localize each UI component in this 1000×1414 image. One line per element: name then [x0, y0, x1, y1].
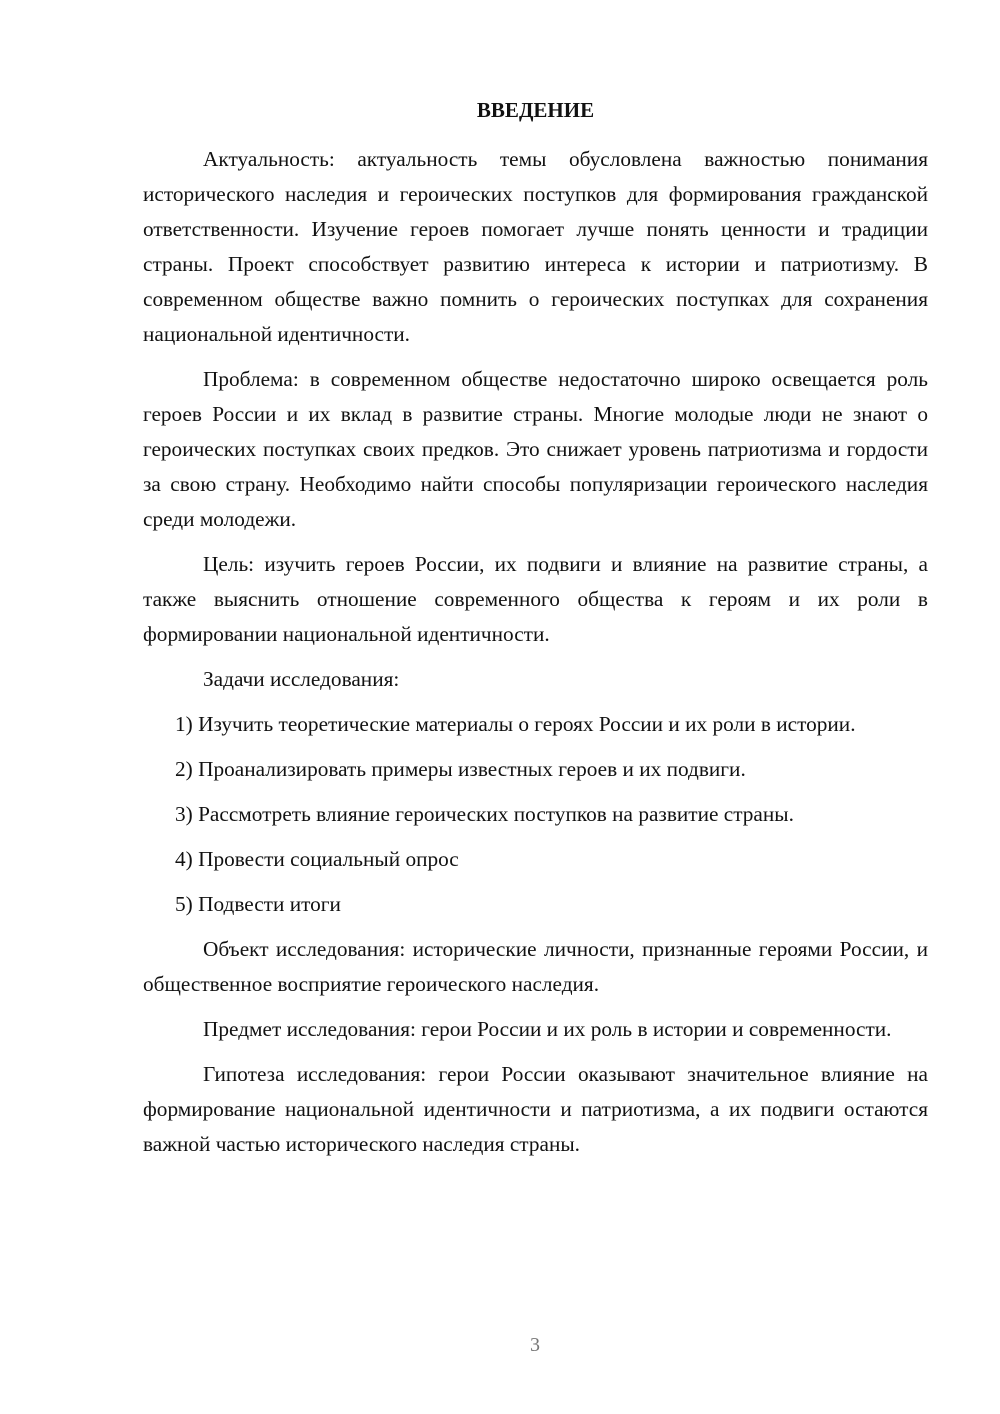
- tasks-list: [143, 707, 928, 922]
- paragraph-object: Объект исследования: исторические личности, признанные героями России, и общественное восприятие героического наследия.: [143, 937, 928, 996]
- list-item: 1) Изучить теоретические материалы о героях России и их роли в истории.: [175, 712, 856, 736]
- page-title: ВВЕДЕНИЕ: [476, 98, 595, 122]
- paragraph-subject: Предмет исследования: герои России и их роль в истории и современности.: [203, 1017, 892, 1041]
- page-number: 3: [530, 1334, 540, 1356]
- paragraph-goal: Цель: изучить героев России, их подвиги и влияние на развитие страны, а также выяснить отношение современного общества к героям и их роли в формировании национальной идентичности.: [143, 552, 928, 646]
- list-item: 5) Подвести итоги: [175, 892, 341, 916]
- page-content: [143, 93, 928, 1172]
- list-item: 3) Рассмотреть влияние героических поступков на развитие страны.: [175, 802, 794, 826]
- list-item: 2) Проанализировать примеры известных героев и их подвиги.: [175, 757, 746, 781]
- list-item: 4) Провести социальный опрос: [175, 847, 459, 871]
- paragraph-hypothesis: Гипотеза исследования: герои России оказывают значительное влияние на формирование национальной идентичности и патриотизма, а их подвиги остаются важной частью исторического наследия страны.: [143, 1062, 928, 1156]
- paragraph-problem: Проблема: в современном обществе недостаточно широко освещается роль героев России и их вклад в развитие страны. Многие молодые люди не знают о героических поступках своих предков. Это снижает уровень патриотизма и гордости за свою страну. Необходимо найти способы популяризации героического наследия среди молодежи.: [143, 367, 928, 531]
- tasks-heading: Задачи исследования:: [203, 667, 400, 691]
- paragraph-relevance: Актуальность: актуальность темы обусловлена важностью понимания исторического наследия и героических поступков для формирования гражданской ответственности. Изучение героев помогает лучше понять ценности и традиции страны. Проект способствует развитию интереса к истории и патриотизму. В современном обществе важно помнить о героических поступках для сохранения национальной идентичности.: [143, 147, 928, 346]
